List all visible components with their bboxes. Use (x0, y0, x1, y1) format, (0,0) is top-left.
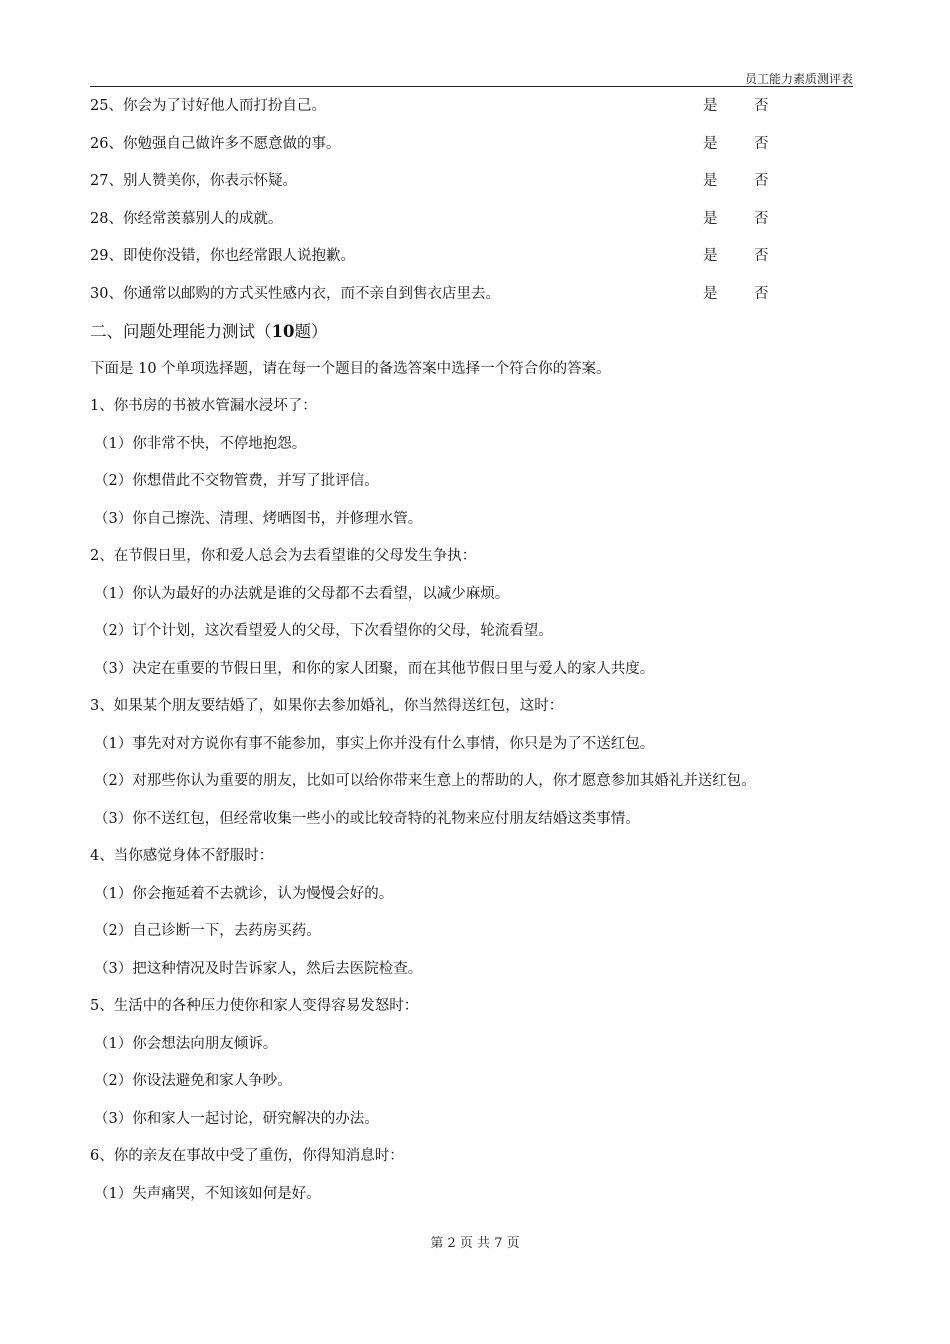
header-title: 员工能力素质测评表 (744, 72, 853, 86)
section-title-prefix: 二、问题处理能力测试（ (90, 322, 272, 341)
answer-no: 否 (754, 173, 769, 189)
section-title-suffix: 题） (294, 322, 328, 341)
question-text: 26、你勉强自己做许多不愿意做的事。 (90, 135, 341, 152)
yes-no-question (90, 163, 860, 201)
question-text: 27、别人赞美你，你表示怀疑。 (90, 173, 297, 189)
answer-yes: 是 (703, 135, 718, 152)
question-text: 1、你书房的书被水管漏水浸坏了： (90, 398, 317, 414)
answer-yes: 是 (703, 210, 718, 227)
section-title (90, 313, 860, 351)
question-text: 5、生活中的各种压力使你和家人变得容易发怒时： (90, 998, 419, 1014)
answer-option: （1）失声痛哭，不知该如何是好。 (94, 1185, 321, 1202)
answer-option: （2）对那些你认为重要的朋友，比如可以给你带来生意上的帮助的人，你才愿意参加其婚礼并送红包。 (94, 773, 756, 789)
answer-no: 否 (754, 98, 769, 114)
answer-option: （2）自己诊断一下，去药房买药。 (94, 923, 321, 939)
answer-option: （3）你自己擦洗、清理、烤晒图书，并修理水管。 (94, 510, 423, 527)
answer-option: （2）订个计划，这次看望爱人的父母，下次看望你的父母，轮流看望。 (94, 623, 553, 639)
answer-yes: 是 (703, 285, 718, 302)
question-text: 3、如果某个朋友要结婚了，如果你去参加婚礼，你当然得送红包，这时： (90, 698, 564, 714)
answer-no: 否 (754, 210, 769, 227)
question-text: 2、在节假日里，你和爱人总会为去看望谁的父母发生争执： (90, 548, 477, 564)
answer-no: 否 (754, 135, 769, 152)
yes-no-question (90, 276, 860, 314)
yes-no-question (90, 126, 860, 164)
answer-option: （1）你会拖延着不去就诊，认为慢慢会好的。 (94, 885, 394, 902)
page-header (90, 70, 853, 87)
section-intro: 下面是 10 个单项选择题，请在每一个题目的备选答案中选择一个符合你的答案。 (90, 360, 611, 377)
answer-no: 否 (754, 285, 769, 302)
question-text: 29、即使你没错，你也经常跟人说抱歉。 (90, 248, 355, 264)
answer-option: （2）你想借此不交物管费，并写了批评信。 (94, 473, 379, 489)
answer-yes: 是 (703, 173, 718, 189)
answer-yes: 是 (703, 248, 718, 264)
answer-option: （3）把这种情况及时告诉家人，然后去医院检查。 (94, 960, 423, 977)
document-body (90, 88, 860, 1213)
answer-option: （1）事先对对方说你有事不能参加，事实上你并没有什么事情，你只是为了不送红包。 (94, 735, 655, 752)
answer-option: （3）决定在重要的节假日里，和你的家人团聚，而在其他节假日里与爱人的家人共度。 (94, 660, 655, 677)
question-text: 4、当你感觉身体不舒服时： (90, 848, 274, 864)
answer-option: （3）你不送红包，但经常收集一些小的或比较奇特的礼物来应付朋友结婚这类事情。 (94, 810, 640, 827)
answer-no: 否 (754, 248, 769, 264)
section-title-count: 10 (271, 322, 295, 341)
yes-no-question (90, 88, 860, 126)
answer-option: （2）你设法避免和家人争吵。 (94, 1073, 292, 1089)
question-text: 6、你的亲友在事故中受了重伤，你得知消息时： (90, 1148, 404, 1164)
answer-option: （3）你和家人一起讨论，研究解决的办法。 (94, 1110, 379, 1127)
question-text: 30、你通常以邮购的方式买性感内衣，而不亲自到售衣店里去。 (90, 285, 500, 302)
yes-no-question (90, 201, 860, 239)
answer-yes: 是 (703, 98, 718, 114)
yes-no-question (90, 238, 860, 276)
answer-option: （1）你认为最好的办法就是谁的父母都不去看望，以减少麻烦。 (94, 585, 510, 602)
question-text: 25、你会为了讨好他人而打扮自己。 (90, 98, 326, 114)
question-text: 28、你经常羡慕别人的成就。 (90, 210, 283, 227)
answer-option: （1）你非常不快，不停地抱怨。 (94, 435, 307, 452)
answer-option: （1）你会想法向朋友倾诉。 (94, 1035, 278, 1052)
page-footer: 第 2 页 共 7 页 (430, 1236, 520, 1251)
